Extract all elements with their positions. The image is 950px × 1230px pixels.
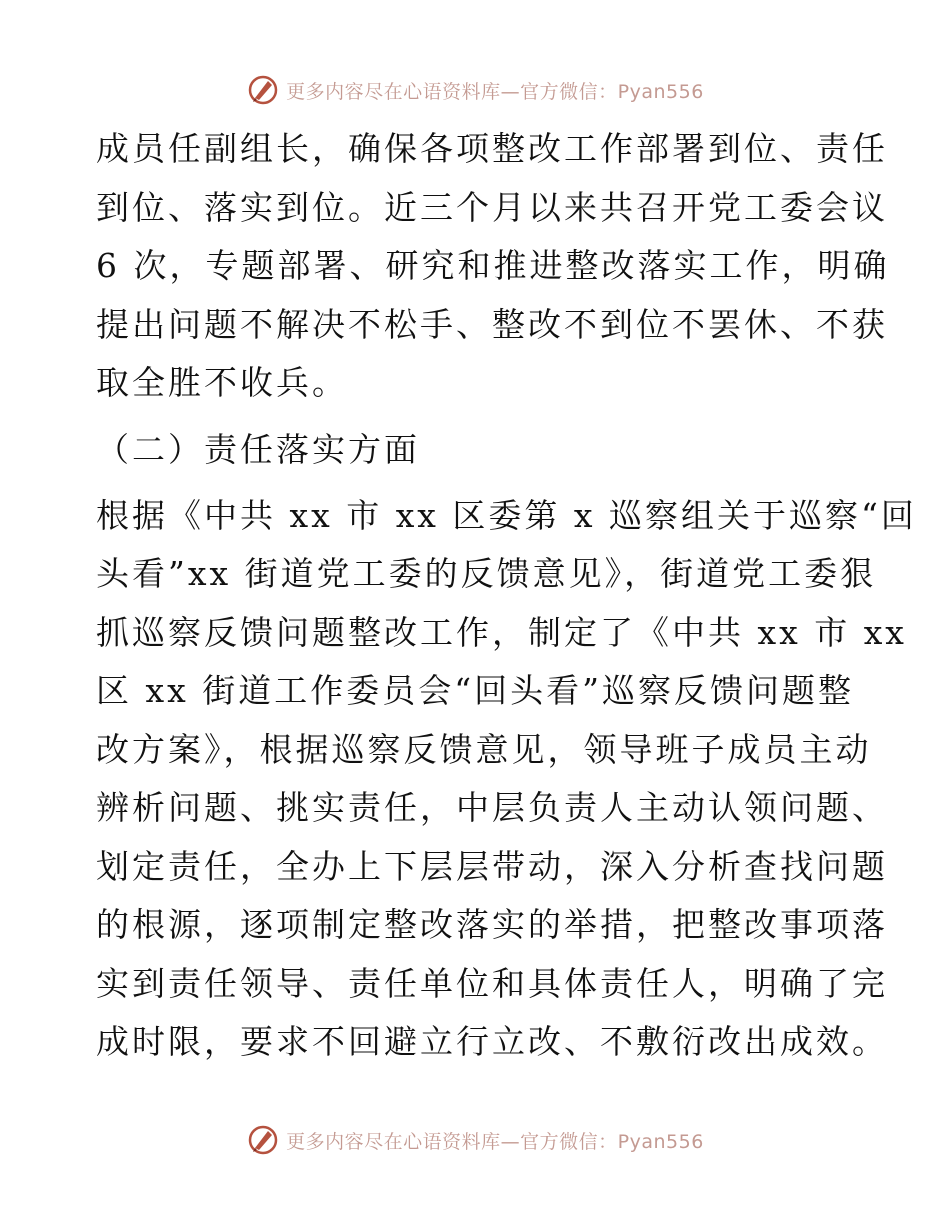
text-line: 头看”xx 街道党工委的反馈意见》，街道党工委狠: [96, 554, 877, 593]
text-line: 成时限，要求不回避立行立改、不敷衍改出成效。: [96, 1022, 888, 1061]
text-line: 划定责任，全办上下层层带动，深入分析查找问题: [96, 846, 888, 886]
section-heading: （二）责任落实方面: [96, 429, 420, 469]
text-line: 改方案》，根据巡察反馈意见，领导班子成员主动: [96, 729, 872, 769]
text-line: 取全胜不收兵。: [96, 363, 348, 402]
text-line: 区 xx 街道工作委员会“回头看”巡察反馈问题整: [96, 671, 854, 710]
watermark-text: 更多内容尽在心语资料库—官方微信：Pyan556: [286, 80, 704, 103]
text-line: 抓巡察反馈问题整改工作，制定了《中共 xx 市 xx: [96, 612, 907, 652]
text-line: 到位、落实到位。近三个月以来共召开党工委会议: [96, 187, 888, 227]
text-line: 实到责任领导、责任单位和具体责任人，明确了完: [96, 963, 888, 1003]
document-body: [96, 120, 917, 1072]
text-line: 6 次，专题部署、研究和推进整改落实工作，明确: [96, 246, 890, 285]
text-line: 成员任副组长，确保各项整改工作部署到位、责任: [96, 129, 888, 168]
fountain-pen-logo-icon: [246, 1123, 280, 1157]
fountain-pen-logo-icon: [246, 73, 280, 107]
text-line: 的根源，逐项制定整改落实的举措，把整改事项落: [96, 905, 888, 944]
header-watermark: [0, 70, 950, 110]
watermark-text: 更多内容尽在心语资料库—官方微信：Pyan556: [286, 1130, 704, 1153]
text-line: 辨析问题、挑实责任，中层负责人主动认领问题、: [96, 788, 888, 827]
text-line: 提出问题不解决不松手、整改不到位不罢休、不获: [96, 304, 888, 344]
text-line: 根据《中共 xx 市 xx 区委第 x 巡察组关于巡察“回: [96, 495, 917, 535]
paragraph-2: [96, 487, 917, 1072]
paragraph-1: [96, 120, 890, 413]
footer-watermark: [0, 1120, 950, 1160]
